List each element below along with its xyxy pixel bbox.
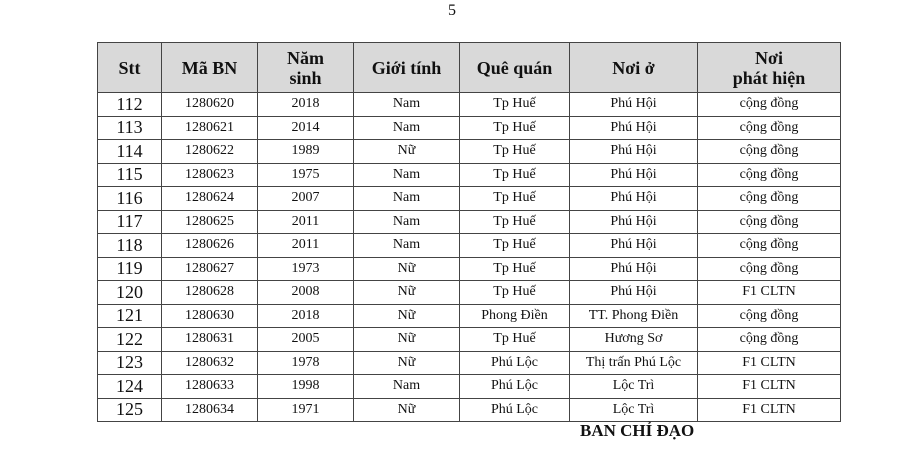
cell-nam-sinh: 2014 [258, 116, 354, 140]
cell-que-quan: Tp Huế [460, 210, 570, 234]
cell-noi-o: Phú Hội [570, 281, 698, 305]
header-nam-sinh [258, 43, 354, 93]
cell-noi-phat-hien: cộng đồng [698, 140, 841, 164]
header-ma-bn: Mã BN [162, 43, 258, 93]
cell-noi-o: Phú Hội [570, 234, 698, 258]
cell-que-quan: Phong Điền [460, 304, 570, 328]
cell-stt: 125 [98, 398, 162, 422]
header-noi-phat-hien [698, 43, 841, 93]
cell-stt: 122 [98, 328, 162, 352]
cell-gioi-tinh: Nam [354, 375, 460, 399]
cell-que-quan: Tp Huế [460, 163, 570, 187]
cell-noi-o: Phú Hội [570, 116, 698, 140]
cell-nam-sinh: 1975 [258, 163, 354, 187]
cell-noi-o: Phú Hội [570, 187, 698, 211]
cell-stt: 117 [98, 210, 162, 234]
cell-noi-o: Hương Sơ [570, 328, 698, 352]
cell-noi-phat-hien: cộng đồng [698, 210, 841, 234]
table-row [98, 116, 841, 140]
cell-gioi-tinh: Nữ [354, 328, 460, 352]
cell-noi-o: Lộc Trì [570, 398, 698, 422]
cell-gioi-tinh: Nữ [354, 398, 460, 422]
cell-noi-o: Thị trấn Phú Lộc [570, 351, 698, 375]
cell-nam-sinh: 1989 [258, 140, 354, 164]
cell-que-quan: Tp Huế [460, 257, 570, 281]
cell-gioi-tinh: Nữ [354, 304, 460, 328]
cell-noi-o: Phú Hội [570, 210, 698, 234]
table-row [98, 140, 841, 164]
header-gioi-tinh: Giới tính [354, 43, 460, 93]
table-header-row [98, 43, 841, 93]
cell-que-quan: Tp Huế [460, 187, 570, 211]
cell-nam-sinh: 1978 [258, 351, 354, 375]
table-row [98, 93, 841, 117]
table-body [98, 93, 841, 422]
cell-noi-phat-hien: cộng đồng [698, 257, 841, 281]
cell-nam-sinh: 2011 [258, 234, 354, 258]
cell-noi-phat-hien: cộng đồng [698, 304, 841, 328]
cell-noi-phat-hien: F1 CLTN [698, 375, 841, 399]
cell-noi-o: Lộc Trì [570, 375, 698, 399]
cell-stt: 121 [98, 304, 162, 328]
cell-nam-sinh: 2018 [258, 304, 354, 328]
table-row [98, 375, 841, 399]
cell-gioi-tinh: Nữ [354, 281, 460, 305]
cell-stt: 123 [98, 351, 162, 375]
table-row [98, 328, 841, 352]
table-row [98, 281, 841, 305]
cell-nam-sinh: 2005 [258, 328, 354, 352]
cell-ma-bn: 1280625 [162, 210, 258, 234]
cell-ma-bn: 1280621 [162, 116, 258, 140]
cell-stt: 114 [98, 140, 162, 164]
table-row [98, 163, 841, 187]
cell-que-quan: Tp Huế [460, 140, 570, 164]
cell-nam-sinh: 2008 [258, 281, 354, 305]
cell-noi-o: Phú Hội [570, 93, 698, 117]
cell-que-quan: Phú Lộc [460, 351, 570, 375]
cell-gioi-tinh: Nữ [354, 351, 460, 375]
cell-stt: 119 [98, 257, 162, 281]
cell-gioi-tinh: Nam [354, 93, 460, 117]
cell-gioi-tinh: Nam [354, 234, 460, 258]
cell-nam-sinh: 2018 [258, 93, 354, 117]
cell-gioi-tinh: Nữ [354, 257, 460, 281]
cell-stt: 124 [98, 375, 162, 399]
cell-que-quan: Tp Huế [460, 93, 570, 117]
cell-que-quan: Phú Lộc [460, 375, 570, 399]
header-nam-sinh-line-2: sinh [289, 67, 322, 88]
cell-gioi-tinh: Nam [354, 210, 460, 234]
cell-ma-bn: 1280630 [162, 304, 258, 328]
header-noi-phat-hien-line-2: phát hiện [732, 67, 806, 88]
cell-gioi-tinh: Nam [354, 163, 460, 187]
cell-stt: 112 [98, 93, 162, 117]
header-stt: Stt [98, 43, 162, 93]
cell-ma-bn: 1280624 [162, 187, 258, 211]
header-noi-phat-hien-line-1: Nơi [755, 47, 783, 68]
cell-noi-phat-hien: cộng đồng [698, 163, 841, 187]
cell-gioi-tinh: Nữ [354, 140, 460, 164]
cell-nam-sinh: 1973 [258, 257, 354, 281]
cell-stt: 118 [98, 234, 162, 258]
cell-noi-phat-hien: F1 CLTN [698, 398, 841, 422]
cell-que-quan: Tp Huế [460, 281, 570, 305]
cell-noi-o: Phú Hội [570, 163, 698, 187]
cell-noi-phat-hien: F1 CLTN [698, 281, 841, 305]
cell-ma-bn: 1280634 [162, 398, 258, 422]
cell-nam-sinh: 2007 [258, 187, 354, 211]
table-row [98, 257, 841, 281]
cell-noi-phat-hien: F1 CLTN [698, 351, 841, 375]
cell-nam-sinh: 1971 [258, 398, 354, 422]
cell-nam-sinh: 1998 [258, 375, 354, 399]
cell-nam-sinh: 2011 [258, 210, 354, 234]
cell-ma-bn: 1280632 [162, 351, 258, 375]
header-nam-sinh-line-1: Năm [287, 47, 324, 68]
cell-noi-o: Phú Hội [570, 257, 698, 281]
cell-ma-bn: 1280622 [162, 140, 258, 164]
cell-noi-phat-hien: cộng đồng [698, 93, 841, 117]
cell-stt: 120 [98, 281, 162, 305]
cell-ma-bn: 1280623 [162, 163, 258, 187]
cell-ma-bn: 1280628 [162, 281, 258, 305]
cell-noi-phat-hien: cộng đồng [698, 187, 841, 211]
table-row [98, 210, 841, 234]
cell-gioi-tinh: Nam [354, 187, 460, 211]
cell-que-quan: Tp Huế [460, 328, 570, 352]
cell-ma-bn: 1280620 [162, 93, 258, 117]
cell-noi-o: Phú Hội [570, 140, 698, 164]
cell-noi-phat-hien: cộng đồng [698, 328, 841, 352]
cell-ma-bn: 1280631 [162, 328, 258, 352]
cell-que-quan: Tp Huế [460, 234, 570, 258]
cell-noi-o: TT. Phong Điền [570, 304, 698, 328]
patient-table [97, 42, 841, 422]
cell-gioi-tinh: Nam [354, 116, 460, 140]
cell-stt: 115 [98, 163, 162, 187]
table-row [98, 351, 841, 375]
cell-stt: 113 [98, 116, 162, 140]
table-row [98, 234, 841, 258]
cell-que-quan: Phú Lộc [460, 398, 570, 422]
table-row [98, 187, 841, 211]
table-row [98, 398, 841, 422]
header-que-quan: Quê quán [460, 43, 570, 93]
page-number: 5 [448, 2, 456, 19]
cell-noi-phat-hien: cộng đồng [698, 234, 841, 258]
table-row [98, 304, 841, 328]
signature-title: BAN CHỈ ĐẠO [580, 421, 695, 440]
cell-noi-phat-hien: cộng đồng [698, 116, 841, 140]
cell-ma-bn: 1280626 [162, 234, 258, 258]
header-noi-o: Nơi ở [570, 43, 698, 93]
cell-stt: 116 [98, 187, 162, 211]
cell-ma-bn: 1280627 [162, 257, 258, 281]
cell-que-quan: Tp Huế [460, 116, 570, 140]
cell-ma-bn: 1280633 [162, 375, 258, 399]
